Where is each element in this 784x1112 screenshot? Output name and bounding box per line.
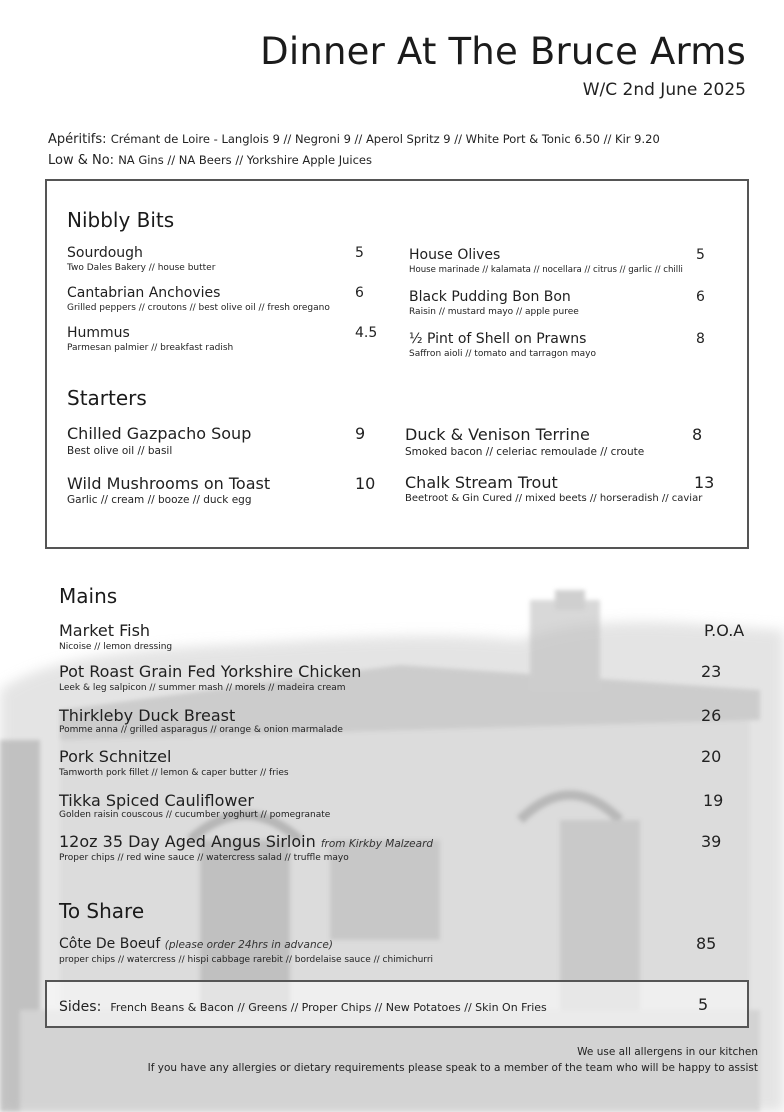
item-name: Hummus — [67, 325, 130, 341]
mains-heading: Mains — [59, 584, 118, 608]
sides-price: 5 — [698, 995, 709, 1014]
item-name: Market Fish — [59, 621, 151, 640]
item-desc: Tamworth pork fillet // lemon & caper butter // fries — [59, 768, 289, 778]
dietary-notice: If you have any allergies or dietary requirements please speak to a member of the team who will be happy to assist — [147, 1062, 758, 1074]
item-price: 10 — [355, 474, 376, 493]
item-name: Cantabrian Anchovies — [67, 285, 221, 301]
item-name: Chilled Gazpacho Soup — [67, 424, 252, 443]
sides-text: French Beans & Bacon // Greens // Proper Chips // New Potatoes // Skin On Fries — [110, 1001, 547, 1014]
item-desc: Leek & leg salpicon // summer mash // morels // madeira cream — [59, 683, 346, 693]
item-desc: proper chips // watercress // hispi cabbage rarebit // bordelaise sauce // chimichurri — [59, 955, 434, 965]
aperitifs-line — [48, 132, 660, 147]
item-name: 12oz 35 Day Aged Angus Sirloin — [59, 832, 316, 851]
item-price: 8 — [696, 331, 705, 347]
item-name: Black Pudding Bon Bon — [409, 289, 571, 305]
item-desc: Garlic // cream // booze // duck egg — [67, 494, 252, 506]
item-price: P.O.A — [704, 621, 745, 640]
item-price: 4.5 — [355, 325, 378, 341]
item-price: 6 — [696, 289, 705, 305]
item-desc: House marinade // kalamata // nocellara // citrus // garlic // chilli — [409, 265, 683, 275]
nibbly-heading: Nibbly Bits — [67, 208, 175, 232]
item-price: 6 — [355, 285, 364, 301]
item-note: from Kirkby Malzeard — [320, 838, 434, 850]
item-desc: Smoked bacon // celeriac remoulade // croute — [405, 446, 645, 458]
item-price: 23 — [701, 662, 722, 681]
item-name: Côte De Boeuf — [59, 936, 161, 952]
item-price: 85 — [696, 934, 717, 953]
item-desc: Nicoise // lemon dressing — [59, 642, 173, 652]
item-name: Thirkleby Duck Breast — [59, 706, 236, 725]
item-price: 13 — [694, 473, 715, 492]
aperitifs-label: Apéritifs: — [48, 132, 107, 147]
page-title: Dinner At The Bruce Arms — [260, 30, 746, 73]
item-name: Wild Mushrooms on Toast — [67, 474, 271, 493]
item-price: 5 — [696, 247, 705, 263]
item-desc: Pomme anna // grilled asparagus // orange & onion marmalade — [59, 725, 343, 735]
item-price: 39 — [701, 832, 722, 851]
item-name: Chalk Stream Trout — [405, 473, 558, 492]
to-share-heading: To Share — [59, 899, 145, 923]
item-price: 8 — [692, 425, 703, 444]
item-name: House Olives — [409, 247, 501, 263]
item-desc: Beetroot & Gin Cured // mixed beets // horseradish // caviar — [405, 493, 703, 504]
item-desc: Raisin // mustard mayo // apple puree — [409, 307, 579, 317]
sides-line — [59, 996, 547, 1015]
low-no-line — [48, 153, 372, 168]
item-name: Pork Schnitzel — [59, 747, 172, 766]
share-item-name-with-note — [59, 936, 333, 952]
item-desc: Saffron aioli // tomato and tarragon mayo — [409, 349, 597, 359]
item-name: ½ Pint of Shell on Prawns — [409, 331, 587, 347]
week-commencing-date: W/C 2nd June 2025 — [582, 80, 746, 100]
item-note: (please order 24hrs in advance) — [164, 939, 333, 951]
item-desc: Grilled peppers // croutons // best olive oil // fresh oregano — [67, 303, 330, 313]
item-price: 26 — [701, 706, 722, 725]
item-desc: Golden raisin couscous // cucumber yoghurt // pomegranate — [59, 810, 331, 820]
item-name: Sourdough — [67, 245, 143, 261]
low-no-text: NA Gins // NA Beers // Yorkshire Apple Juices — [118, 153, 372, 167]
sides-label: Sides: — [59, 999, 102, 1015]
item-name: Duck & Venison Terrine — [405, 425, 590, 444]
item-price: 5 — [355, 245, 364, 261]
item-desc: Two Dales Bakery // house butter — [67, 263, 216, 273]
item-desc: Proper chips // red wine sauce // watercress salad // truffle mayo — [59, 853, 349, 863]
item-desc: Best olive oil // basil — [67, 445, 173, 457]
aperitifs-text: Crémant de Loire - Langlois 9 // Negroni 9 // Aperol Spritz 9 // White Port & Tonic 6.50 // Kir 9.20 — [110, 132, 660, 146]
item-name-with-note — [59, 832, 433, 851]
item-price: 19 — [703, 791, 724, 810]
item-price: 9 — [355, 424, 366, 443]
item-desc: Parmesan palmier // breakfast radish — [67, 343, 234, 353]
low-no-label: Low & No: — [48, 153, 115, 168]
item-price: 20 — [701, 747, 722, 766]
allergen-notice: We use all allergens in our kitchen — [577, 1046, 758, 1058]
item-name: Tikka Spiced Cauliflower — [59, 791, 254, 810]
item-name: Pot Roast Grain Fed Yorkshire Chicken — [59, 662, 362, 681]
starters-heading: Starters — [67, 386, 147, 410]
